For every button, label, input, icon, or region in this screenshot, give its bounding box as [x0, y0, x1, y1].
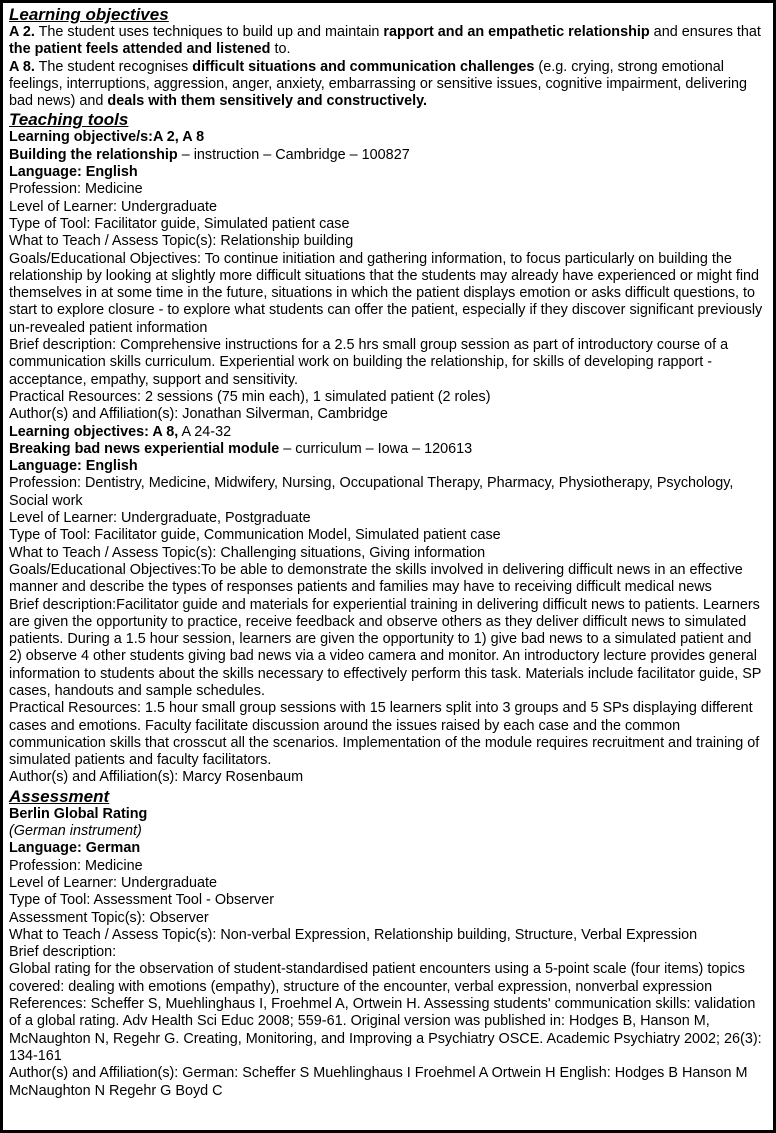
text-run: – curriculum – Iowa – 120613: [279, 440, 473, 457]
text-run: Type of Tool: Assessment Tool - Observer: [9, 892, 275, 909]
text-run: Author(s) and Affiliation(s): German: Scheffer S Muehlinghaus I Froehmel A Ortwein H English: Hodges B Hanson M McNaughton N Regehr G Boyd C: [9, 1065, 752, 1099]
paragraph: [9, 441, 767, 458]
paragraph: [9, 389, 767, 406]
paragraph: [9, 147, 767, 164]
text-run: Practical Resources: 1.5 hour small group sessions with 15 learners split into 3 groups and 5 SPs displaying different cases and emotions. Faculty facilitate discussion around the issues raised by each case and the common communication skills that crosscut all the scenarios. Implementation of the module requires recruitment and training of simulated patients and faculty facilitators.: [9, 700, 764, 769]
section-heading: [9, 787, 767, 806]
text-run: Profession: Dentistry, Medicine, Midwifery, Nursing, Occupational Therapy, Pharmacy, Physiotherapy, Psychology, Social work: [9, 475, 738, 509]
text-run: Language: English: [9, 164, 138, 181]
paragraph: [9, 597, 767, 701]
text-run: A 24-32: [178, 423, 232, 440]
paragraph: [9, 927, 767, 944]
paragraph: [9, 1065, 767, 1100]
text-run: What to Teach / Assess Topic(s): Relationship building: [9, 233, 354, 250]
paragraph: [9, 129, 767, 146]
text-run: the patient feels attended and listened: [9, 41, 271, 58]
text-run: Author(s) and Affiliation(s): Jonathan Silverman, Cambridge: [9, 406, 388, 423]
text-run: The student uses techniques to build up and maintain: [34, 24, 384, 40]
document-body: [9, 5, 767, 1100]
paragraph: [9, 562, 767, 597]
text-run: Goals/Educational Objectives: To continue initiation and gathering information, to focus particularly on building the relationship by looking at slightly more difficult situations that the students may already have experienced or might find themselves in at some time in the future, situations in which the patient displays emotion or asks difficult questions, to start to explore closure - to explore what students can offer the patient, especially if they discover significant previously un-revealed patient information: [9, 250, 767, 336]
paragraph: [9, 700, 767, 769]
paragraph: [9, 806, 767, 823]
paragraph: [9, 510, 767, 527]
text-run: Practical Resources: 2 sessions (75 min each), 1 simulated patient (2 roles): [9, 388, 491, 405]
text-run: Building the relationship: [9, 146, 178, 163]
paragraph: [9, 875, 767, 892]
text-run: Assessment Topic(s): Observer: [9, 909, 209, 926]
paragraph: [9, 24, 767, 59]
text-run: Brief description:: [9, 944, 117, 961]
paragraph: [9, 406, 767, 423]
paragraph: [9, 458, 767, 475]
paragraph: [9, 337, 767, 389]
text-run: A 2.: [9, 24, 35, 40]
text-run: Assessment: [9, 786, 110, 806]
paragraph: [9, 840, 767, 857]
paragraph: [9, 233, 767, 250]
text-run: – instruction – Cambridge – 100827: [177, 146, 410, 163]
text-run: Brief description: Comprehensive instructions for a 2.5 hrs small group session as part of introductory course of a communication skills curriculum. Experiential work on building the relationship, for skills of developing rapport - acceptance, empathy, support and sensitivity.: [9, 337, 733, 388]
text-run: Brief description:Facilitator guide and materials for experiential training in delivering difficult news to patients. Learners are given the opportunity to practice, receive feedback and observe others as they deliver difficult news to simulated patients. During a 1.5 hour session, learners are given the opportunity to 1) give bad news to a simulated patient and 2) observe 4 other students giving bad news via a video camera and monitor. An introductory lecture provides general information to students about the skills necessary to effectively perform this task. Materials include facilitator guide, SP cases, handouts and sample schedules.: [9, 596, 766, 699]
paragraph: [9, 996, 767, 1065]
text-run: References: Scheffer S, Muehlinghaus I, Froehmel A, Ortwein H. Assessing students' communication skills: validation of a global rating. Adv Health Sci Educ 2008; 559-61. Original version was published in: Hodges B, Hanson M, McNaughton N, Regehr G. Creating, Monitoring, and Improving a Psychiatry OSCE. Academic Psychiatry 2002; 26(3): 134-161: [9, 996, 766, 1064]
text-run: Language: German: [9, 840, 141, 857]
paragraph: [9, 769, 767, 786]
section-heading: [9, 5, 767, 24]
text-run: Profession: Medicine: [9, 181, 143, 198]
text-run: Level of Learner: Undergraduate: [9, 874, 218, 891]
text-run: What to Teach / Assess Topic(s): Non-verbal Expression, Relationship building, Structure, Verbal Expression: [9, 926, 698, 943]
paragraph: [9, 892, 767, 909]
text-run: Profession: Medicine: [9, 857, 143, 874]
text-run: Author(s) and Affiliation(s): Marcy Rosenbaum: [9, 769, 304, 786]
paragraph: [9, 251, 767, 337]
paragraph: [9, 424, 767, 441]
text-run: and ensures that: [649, 24, 765, 40]
text-run: Goals/Educational Objectives:To be able to demonstrate the skills involved in delivering difficult news in an effective manner and describe the types of responses patients and families may have to receiving difficult medical news: [9, 561, 747, 596]
text-run: Breaking bad news experiential module: [9, 440, 280, 457]
paragraph: [9, 181, 767, 198]
paragraph: [9, 527, 767, 544]
text-run: to.: [270, 41, 291, 58]
text-run: Learning objectives: [9, 5, 169, 24]
paragraph: [9, 199, 767, 216]
text-run: Learning objectives: A 8,: [9, 423, 179, 440]
paragraph: [9, 164, 767, 181]
text-run: A 8.: [9, 58, 35, 75]
paragraph: [9, 910, 767, 927]
text-run: Berlin Global Rating: [9, 805, 148, 822]
paragraph: [9, 216, 767, 233]
text-run: The student recognises: [34, 58, 193, 75]
text-run: deals with them sensitively and constructively.: [107, 93, 428, 110]
text-run: What to Teach / Assess Topic(s): Challenging situations, Giving information: [9, 544, 486, 561]
text-run: Teaching tools: [9, 110, 129, 130]
paragraph: [9, 858, 767, 875]
paragraph: [9, 944, 767, 961]
paragraph: [9, 961, 767, 996]
paragraph: [9, 475, 767, 510]
text-run: Learning objective/s:A 2, A 8: [9, 129, 205, 146]
text-run: Type of Tool: Facilitator guide, Simulated patient case: [9, 215, 350, 232]
text-run: (e.g. crying, strong emotional feelings, interruptions, aggression, anger, anxiety, embarrassing or sensitive issues, cognitive impairment, delivering bad news) and: [9, 58, 752, 110]
text-run: (German instrument): [9, 823, 142, 840]
paragraph: [9, 823, 767, 840]
text-run: Level of Learner: Undergraduate, Postgraduate: [9, 510, 311, 527]
text-run: difficult situations and communication challenges: [192, 58, 535, 75]
text-run: Level of Learner: Undergraduate: [9, 198, 218, 215]
text-run: Language: English: [9, 458, 138, 475]
text-run: Global rating for the observation of student-standardised patient encounters using a 5-point scale (four items) topics covered: dealing with emotions (empathy), structure of the encounter, verbal expression, nonverbal expression: [9, 961, 749, 995]
paragraph: [9, 59, 767, 111]
section-heading: [9, 110, 767, 129]
text-run: Type of Tool: Facilitator guide, Communication Model, Simulated patient case: [9, 527, 501, 544]
text-run: rapport and an empathetic relationship: [383, 24, 650, 40]
paragraph: [9, 545, 767, 562]
